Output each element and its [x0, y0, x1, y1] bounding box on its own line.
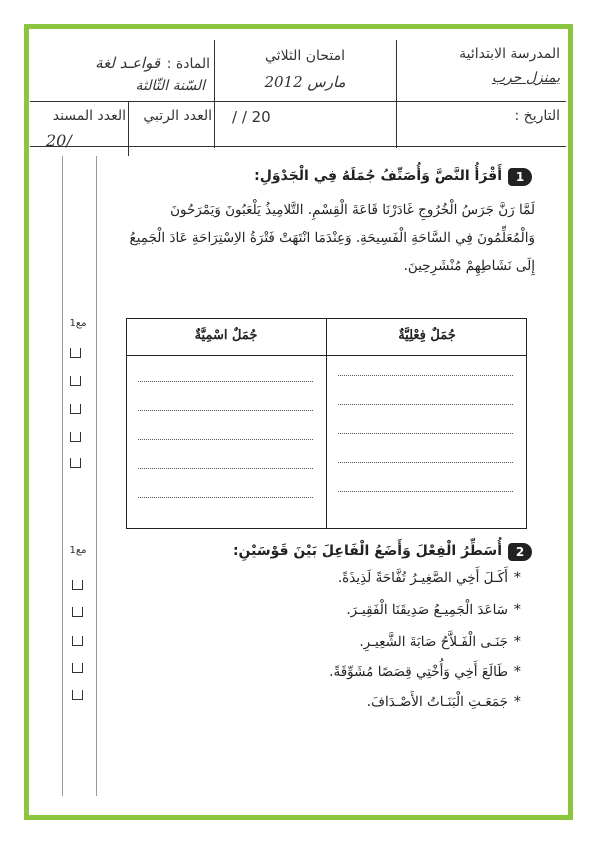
table-header-line: [126, 355, 527, 356]
grade-box[interactable]: [70, 458, 81, 468]
grade-box[interactable]: [70, 432, 81, 442]
answer-line-nominal[interactable]: [138, 497, 313, 498]
margin-line-inner: [96, 156, 97, 796]
exam-title: امتحان الثلاثي: [265, 48, 345, 64]
header-bottom-line: [30, 101, 566, 102]
sentence-item: جَنَـى الْفَـلاَّحُ صَابَةَ الشَّعِيـرِ.: [359, 634, 508, 650]
bullet-marker: *: [514, 602, 521, 618]
exercise1-text-line2: وَالْمُعَلِّمُونَ فِي السَّاحَةِ الْفَسِيحَةِ. وَعِنْدَمَا انْتَهَتْ فَتْرَةُ الاِسْتِرَاحَةِ عَادَ الْجَمِيعُ: [129, 230, 535, 246]
exercise1-text-line1: لَمَّا رَنَّ جَرَسُ الْخُرُوجِ غَادَرْنَا قَاعَةَ الْقِسْمِ. التَّلامِيذُ يَلْعَبُونَ وَيَمْرَحُونَ: [170, 202, 535, 218]
exercise1-number: 1: [508, 168, 532, 186]
grade-box[interactable]: [72, 690, 83, 700]
bullet-marker: *: [514, 634, 521, 650]
grade-box[interactable]: [72, 607, 83, 617]
answer-line-verbal[interactable]: [338, 491, 513, 492]
sentence-item: سَاعَدَ الْجَمِيـعُ صَدِيقَنَا الْفَقِيـرَ.: [346, 602, 508, 618]
exercise2-number: 2: [508, 543, 532, 561]
subject-value: قواعـد لغة: [95, 54, 160, 72]
answer-line-verbal[interactable]: [338, 375, 513, 376]
date-blank: / / 20: [232, 108, 271, 126]
grade-box[interactable]: [70, 348, 81, 358]
grade-box[interactable]: [70, 404, 81, 414]
answer-line-nominal[interactable]: [138, 381, 313, 382]
serial-label: العدد الرتبي: [143, 108, 212, 124]
score-divider: [128, 101, 129, 156]
bullet-marker: *: [514, 694, 521, 710]
grade-box[interactable]: [70, 376, 81, 386]
grade-box[interactable]: [72, 636, 83, 646]
exercise2-title: أُسَطِّرُ الْفِعْلَ وَأَضَعُ الْفَاعِلَ بَيْنَ قَوْسَيْنِ:: [232, 543, 502, 559]
answer-line-verbal[interactable]: [338, 462, 513, 463]
answer-line-nominal[interactable]: [138, 410, 313, 411]
column-header-nominal: جُمَلٌ اسْمِيَّةٌ: [194, 328, 258, 343]
bullet-marker: *: [514, 664, 521, 680]
exercise1-text-line3: إِلَى نَشَاطِهِمْ مُنْشَرِحِينَ.: [403, 258, 535, 274]
exercise2-criterion: مع1: [69, 545, 87, 556]
column-header-verbal: جُمَلٌ فِعْلِيَّةٌ: [398, 328, 456, 343]
answer-line-verbal[interactable]: [338, 433, 513, 434]
school-name: المدرسة الابتدائية: [459, 46, 560, 62]
sentence-item: جَمَعَـتِ الْبَنَـاتُ الأَصْـدَافَ.: [366, 694, 508, 710]
exam-date: مارس 2012: [264, 73, 346, 91]
sentence-item: طَالَعَ أَخِي وَأُخْتِي قِصَصًا مُشَوِّقَةً.: [329, 664, 508, 680]
answer-line-nominal[interactable]: [138, 439, 313, 440]
table-column-divider: [326, 318, 327, 529]
header-row2-line: [30, 146, 566, 147]
answer-line-nominal[interactable]: [138, 468, 313, 469]
margin-line-outer: [62, 156, 63, 796]
grade-box[interactable]: [72, 580, 83, 590]
exercise1-criterion: مع1: [69, 318, 87, 329]
answer-line-verbal[interactable]: [338, 404, 513, 405]
grade-box[interactable]: [72, 663, 83, 673]
date-label: التاريخ :: [514, 108, 560, 124]
sentence-item: أَكَـلَ أَخِي الصَّغِيـرُ تُفَّاحَةً لَذِيذَةً.: [337, 570, 508, 586]
exercise1-title: أَقْرَأُ النَّصَّ وَأُصَنِّفُ جُمَلَهُ فِي الْجَدْوَلِ:: [254, 168, 502, 184]
subject-label: المادة :: [166, 56, 210, 72]
score-value: 20/: [46, 131, 72, 150]
level-value: السّنة الثّالثة: [135, 78, 205, 94]
header-divider-right: [396, 40, 397, 148]
bullet-marker: *: [514, 570, 521, 586]
header-divider-left: [214, 40, 215, 148]
school-town: بمنزل حرب: [491, 70, 560, 86]
score-label: العدد المسند: [52, 108, 126, 124]
